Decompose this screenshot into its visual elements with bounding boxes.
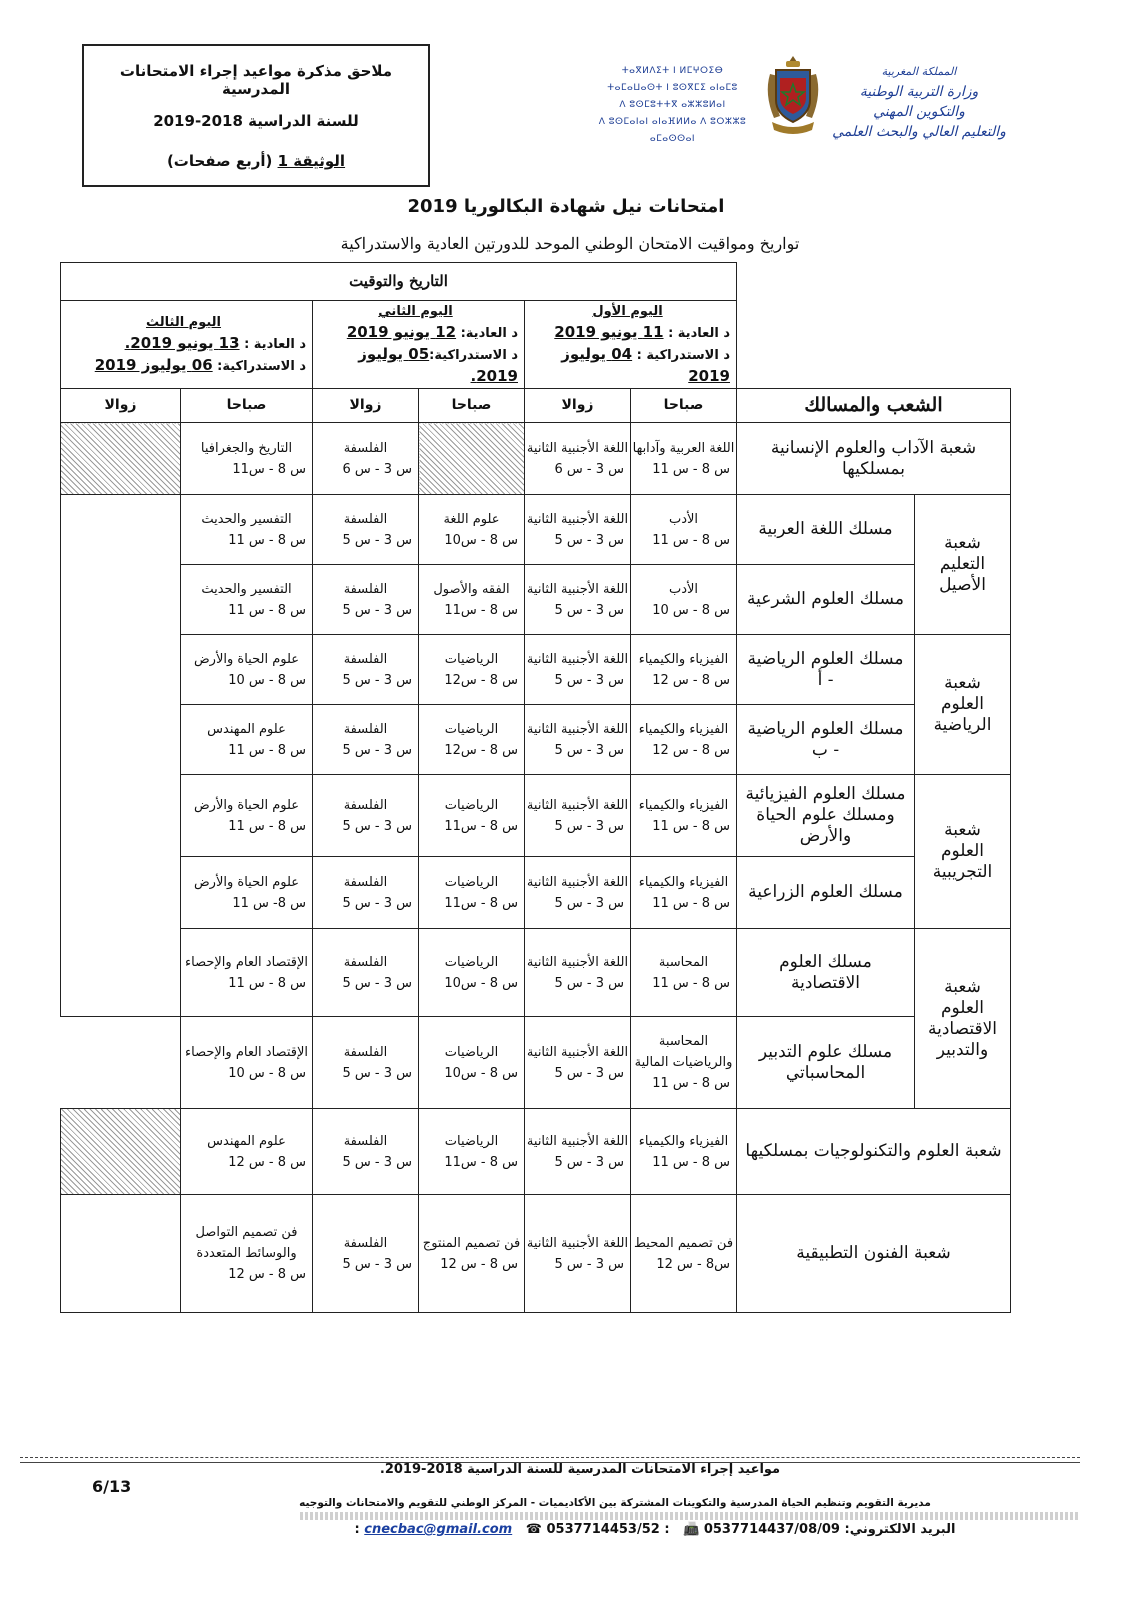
subject: الفيزياء والكيمياء bbox=[638, 721, 729, 737]
tifinagh-line: ⴷ ⵓⵙⵎⴰⵏⴰⵏ ⴰⵏⴰⴼⵍⵍⴰ ⴷ ⵓⵔⵣⵣⵓ ⴰⵎⴰⵙⵙⴰⵏ bbox=[598, 117, 747, 144]
day-name: اليوم الثاني bbox=[378, 304, 453, 319]
day-name: اليوم الثالث bbox=[145, 315, 222, 330]
ministry-line-2: والتكوين المهني bbox=[873, 104, 965, 120]
time-slot: س 8 - س 12 bbox=[228, 1267, 306, 1282]
time-slot: س 3 - س 5 bbox=[342, 1256, 412, 1272]
subject: اللغة الأجنبية الثانية bbox=[526, 1235, 629, 1251]
time-slot: س 8 - س 10 bbox=[652, 602, 730, 618]
normal-session-date: 12 يونيو 2019 bbox=[346, 323, 457, 341]
time-slot: س 8 - س 11 bbox=[228, 818, 306, 834]
subject: الأدب bbox=[668, 511, 699, 527]
time-slot: س 8 - س11 bbox=[444, 895, 518, 911]
page-title: امتحانات نيل شهادة البكالوريا 2019 bbox=[407, 196, 725, 217]
subject: اللغة الأجنبية الثانية bbox=[526, 440, 629, 456]
subject: الفلسفة bbox=[343, 651, 388, 667]
subject: الفلسفة bbox=[343, 721, 388, 737]
subject: اللغة العربية وآدابها bbox=[632, 440, 735, 456]
branch-name: مسلك علوم التدبير المحاسباتي bbox=[737, 1017, 915, 1109]
schedule-cell bbox=[525, 1017, 631, 1109]
time-slot: س 8 - س 11 bbox=[652, 1154, 730, 1170]
memo-line-2: للسنة الدراسية 2018-2019 bbox=[153, 112, 359, 130]
document-pages: (أربع صفحات) bbox=[166, 152, 278, 170]
ministry-name-tifinagh bbox=[585, 63, 760, 148]
schedule-cell bbox=[313, 565, 419, 635]
subject: التفسير والحديث bbox=[201, 511, 292, 527]
table-row bbox=[61, 635, 1011, 705]
page-subtitle: تواريخ ومواقيت الامتحان الوطني الموحد للدورتين العادية والاستدراكية bbox=[340, 234, 800, 253]
table-row bbox=[61, 857, 1011, 929]
time-slot: س 8 - س10 bbox=[444, 975, 518, 991]
subject: المحاسبة bbox=[658, 954, 709, 970]
section-name: شعبة الآداب والعلوم الإنسانية بمسلكيها bbox=[737, 423, 1011, 495]
branch-name: مسلك العلوم الاقتصادية bbox=[737, 929, 915, 1017]
schedule-cell bbox=[525, 423, 631, 495]
tifinagh-line: ⵜⴰⵎⴰⵡⴰⵙⵜ ⵏ ⵓⵙⴳⵎⵉ ⴰⵏⴰⵎⵓ bbox=[607, 83, 738, 93]
page-number: 6/13 bbox=[92, 1477, 132, 1496]
day-2-header bbox=[313, 301, 525, 389]
section-name: شعبة العلوم الاقتصادية والتدبير bbox=[915, 929, 1011, 1109]
time-slot: س 8 - س 10 bbox=[228, 672, 306, 688]
table-row bbox=[61, 775, 1011, 857]
schedule-cell bbox=[313, 495, 419, 565]
schedule-cell bbox=[419, 565, 525, 635]
normal-session-date: 13 يونيو 2019. bbox=[124, 334, 240, 352]
schedule-cell bbox=[631, 929, 737, 1017]
subject: اللغة الأجنبية الثانية bbox=[526, 1133, 629, 1149]
table-row bbox=[61, 929, 1011, 1017]
subject: التاريخ والجغرافيا bbox=[200, 440, 293, 456]
time-slot: س 8 - س 12 bbox=[652, 742, 730, 758]
ministry-line-1: وزارة التربية الوطنية bbox=[859, 84, 979, 100]
time-slot: س 3 - س 5 bbox=[342, 742, 412, 758]
schedule-cell bbox=[631, 423, 737, 495]
time-slot: س 8 - س 11 bbox=[652, 532, 730, 548]
table-row bbox=[61, 1017, 1011, 1109]
subject: الفقه والأصول bbox=[433, 581, 510, 597]
subject: الفلسفة bbox=[343, 1044, 388, 1060]
schedule-cell bbox=[631, 775, 737, 857]
tifinagh-line: ⵜⴰⴳⵍⴷⵉⵜ ⵏ ⵍⵎⵖⵔⵉⴱ bbox=[621, 66, 724, 76]
subject: اللغة الأجنبية الثانية bbox=[526, 651, 629, 667]
subject: الفلسفة bbox=[343, 874, 388, 890]
subject: اللغة الأجنبية الثانية bbox=[526, 721, 629, 737]
time-slot: س 3 - س 5 bbox=[554, 672, 624, 688]
time-slot: س 3 - س 6 bbox=[342, 461, 412, 477]
schedule-cell bbox=[631, 495, 737, 565]
time-slot: س 8 - س 11 bbox=[652, 895, 730, 911]
afternoon-header: زوالا bbox=[525, 389, 631, 423]
schedule-cell bbox=[313, 929, 419, 1017]
subject: الفلسفة bbox=[343, 581, 388, 597]
document-number: الوثيقة 1 bbox=[277, 152, 346, 170]
time-slot: س 3 - س 6 bbox=[554, 461, 624, 477]
schedule-cell bbox=[313, 705, 419, 775]
day-name: اليوم الأول bbox=[592, 304, 663, 319]
no-exam-cell bbox=[61, 1109, 181, 1195]
schedule-cell bbox=[313, 1109, 419, 1195]
subject: المحاسبة والرياضيات المالية bbox=[634, 1034, 733, 1070]
subject: فن تصميم التواصل والوسائط المتعددة bbox=[195, 1225, 298, 1261]
subject: الفلسفة bbox=[343, 954, 388, 970]
subject: الفيزياء والكيمياء bbox=[638, 797, 729, 813]
subject: الفلسفة bbox=[343, 440, 388, 456]
schedule-cell bbox=[313, 423, 419, 495]
time-slot: س 8 - س11 bbox=[444, 602, 518, 618]
schedule-cell bbox=[525, 929, 631, 1017]
footer-divider bbox=[20, 1457, 1080, 1458]
schedule-cell bbox=[181, 495, 313, 565]
schedule-cell bbox=[181, 775, 313, 857]
schedule-cell bbox=[313, 857, 419, 929]
makeup-session-date: 05 يوليوز 2019. bbox=[358, 345, 518, 385]
schedule-cell bbox=[525, 1195, 631, 1313]
time-slot: س 3 - س 5 bbox=[554, 975, 624, 991]
subject: الإقتصاد العام والإحصاء bbox=[185, 1044, 308, 1060]
time-slot: س 3 - س 5 bbox=[342, 975, 412, 991]
branch-name: مسلك العلوم الزراعية bbox=[737, 857, 915, 929]
subject: علوم الحياة والأرض bbox=[193, 651, 300, 667]
schedule-cell bbox=[525, 565, 631, 635]
table-row bbox=[61, 495, 1011, 565]
normal-session-date: 11 يونيو 2019 bbox=[554, 323, 664, 341]
memo-box bbox=[82, 44, 430, 187]
schedule-cell bbox=[631, 857, 737, 929]
email-label: البريد الالكتروني: bbox=[844, 1522, 956, 1537]
branch-name: مسلك اللغة العربية bbox=[737, 495, 915, 565]
time-slot: س 8 - س11 bbox=[444, 818, 518, 834]
time-slot: س 8 - س 10 bbox=[228, 1065, 306, 1081]
no-exam-cell bbox=[419, 423, 525, 495]
section-name: شعبة التعليم الأصيل bbox=[915, 495, 1011, 635]
section-name: شعبة العلوم التجريبية bbox=[915, 775, 1011, 929]
makeup-session-label: د الاستدراكية : bbox=[632, 348, 730, 363]
subject: الإقتصاد العام والإحصاء bbox=[185, 954, 308, 970]
subject: علوم اللغة bbox=[443, 511, 500, 527]
footer-contact bbox=[230, 1522, 1080, 1537]
subject: الفيزياء والكيمياء bbox=[638, 874, 729, 890]
phone-icon: ☎ bbox=[525, 1522, 542, 1537]
branch-name: مسلك العلوم الفيزيائية ومسلك علوم الحياة والأرض bbox=[737, 775, 915, 857]
time-slot: س 3 - س 5 bbox=[342, 895, 412, 911]
time-slot: س 8 - س 12 bbox=[228, 1154, 306, 1170]
subject: الرياضيات bbox=[444, 1133, 499, 1149]
email-link[interactable]: cnecbac@gmail.com bbox=[364, 1522, 513, 1537]
makeup-session-label: د الاستدراكية: bbox=[429, 348, 518, 363]
time-slot: س 3 - س 5 bbox=[554, 602, 624, 618]
schedule-cell bbox=[525, 775, 631, 857]
subject: اللغة الأجنبية الثانية bbox=[526, 954, 629, 970]
morning-header: صباحا bbox=[419, 389, 525, 423]
schedule-cell bbox=[419, 495, 525, 565]
time-slot: س 8 - س 11 bbox=[228, 742, 306, 758]
subject: الفلسفة bbox=[343, 1133, 388, 1149]
footer-title: مواعيد إجراء الامتحانات المدرسية للسنة الدراسية 2018-2019. bbox=[379, 1462, 781, 1477]
subject: الرياضيات bbox=[444, 721, 499, 737]
time-slot: س 3 - س 5 bbox=[554, 818, 624, 834]
ministry-name-arabic bbox=[826, 62, 1012, 142]
schedule-cell bbox=[631, 1017, 737, 1109]
empty-cell bbox=[61, 1195, 181, 1313]
schedule-cell bbox=[181, 1017, 313, 1109]
schedule-cell bbox=[419, 929, 525, 1017]
schedule-cell bbox=[419, 705, 525, 775]
schedule-cell bbox=[631, 1195, 737, 1313]
time-slot: س 3 - س 5 bbox=[342, 1154, 412, 1170]
time-slot: س 8 - س10 bbox=[444, 1065, 518, 1081]
time-slot: س 8 - س 11 bbox=[228, 532, 306, 548]
schedule-cell bbox=[525, 495, 631, 565]
ministry-line-3: والتعليم العالي والبحث العلمي bbox=[832, 124, 1006, 140]
time-slot: س 8 - س 11 bbox=[228, 975, 306, 991]
memo-line-1: ملاحق مذكرة مواعيد إجراء الامتحانات المدرسية bbox=[119, 62, 393, 98]
branch-name: مسلك العلوم الرياضية - أ bbox=[737, 635, 915, 705]
time-slot: س 3 - س 5 bbox=[554, 1154, 624, 1170]
schedule-cell bbox=[313, 775, 419, 857]
section-name: شعبة العلوم والتكنولوجيات بمسلكيها bbox=[737, 1109, 1011, 1195]
schedule-cell bbox=[419, 1109, 525, 1195]
time-slot: س 3 - س 5 bbox=[554, 1256, 624, 1272]
table-row bbox=[61, 1109, 1011, 1195]
makeup-session-label: د الاستدراكية: bbox=[212, 359, 306, 374]
morning-header: صباحا bbox=[181, 389, 313, 423]
date-time-header: التاريخ والتوقيت bbox=[61, 263, 737, 301]
schedule-cell bbox=[181, 1109, 313, 1195]
subject: فن تصميم المنتوج bbox=[422, 1235, 521, 1251]
subject: الفلسفة bbox=[343, 511, 388, 527]
subject: الرياضيات bbox=[444, 651, 499, 667]
morning-header: صباحا bbox=[631, 389, 737, 423]
schedule-cell bbox=[181, 1195, 313, 1313]
phone-number: 0537714453/52 : bbox=[546, 1522, 670, 1537]
schedule-cell bbox=[181, 857, 313, 929]
day-1-header bbox=[525, 301, 737, 389]
subject: الرياضيات bbox=[444, 874, 499, 890]
subject: اللغة الأجنبية الثانية bbox=[526, 511, 629, 527]
normal-session-label: د العادية : bbox=[239, 337, 306, 352]
schedule-cell bbox=[181, 705, 313, 775]
time-slot: س 8 - س10 bbox=[444, 532, 518, 548]
subject: الرياضيات bbox=[444, 797, 499, 813]
fax-icon: 📠 bbox=[683, 1522, 700, 1537]
time-slot: س 8 - س 12 bbox=[440, 1256, 518, 1272]
subject: اللغة الأجنبية الثانية bbox=[526, 874, 629, 890]
schedule-cell bbox=[181, 565, 313, 635]
subject: الفلسفة bbox=[343, 1235, 388, 1251]
schedule-cell bbox=[525, 857, 631, 929]
time-slot: س 3 - س 5 bbox=[342, 672, 412, 688]
schedule-cell bbox=[631, 635, 737, 705]
schedule-cell bbox=[419, 857, 525, 929]
no-exam-cell bbox=[61, 495, 181, 1017]
time-slot: س 8 - س12 bbox=[444, 672, 518, 688]
time-slot: س 3 - س 5 bbox=[342, 1065, 412, 1081]
time-slot: س 8 - س11 bbox=[232, 461, 306, 477]
footer-directorate: مديرية التقويم وتنظيم الحياة المدرسية والتكوينات المشتركة بين الأكاديميات - المركز الوطني للتقويم والامتحانات والتوجيه bbox=[299, 1497, 931, 1509]
schedule-cell bbox=[631, 565, 737, 635]
time-slot: س 3 - س 5 bbox=[554, 895, 624, 911]
normal-session-label: د العادية : bbox=[663, 326, 730, 341]
schedule-cell bbox=[419, 635, 525, 705]
subject: الرياضيات bbox=[444, 954, 499, 970]
subject: الأدب bbox=[668, 581, 699, 597]
afternoon-header: زوالا bbox=[61, 389, 181, 423]
exam-schedule-table bbox=[60, 262, 1011, 1313]
subject: اللغة الأجنبية الثانية bbox=[526, 1044, 629, 1060]
footer-decorative-bar bbox=[300, 1512, 1080, 1520]
table-row bbox=[61, 565, 1011, 635]
time-slot: س 8 - س 11 bbox=[652, 975, 730, 991]
afternoon-header: زوالا bbox=[313, 389, 419, 423]
schedule-cell bbox=[313, 635, 419, 705]
subject: الرياضيات bbox=[444, 1044, 499, 1060]
tifinagh-line: ⴷ ⵓⵙⵎⵓⵜⵜⴳ ⴰⵣⵣⵓⵍⴰⵏ bbox=[619, 100, 726, 110]
time-slot: س 8 - س 12 bbox=[652, 672, 730, 688]
subject: فن تصميم المحيط bbox=[633, 1235, 734, 1251]
table-corner bbox=[737, 301, 1011, 389]
schedule-cell bbox=[525, 1109, 631, 1195]
schedule-cell bbox=[313, 1017, 419, 1109]
subject: التفسير والحديث bbox=[201, 581, 292, 597]
time-slot: س 3 - س 5 bbox=[342, 818, 412, 834]
branch-name: مسلك العلوم الشرعية bbox=[737, 565, 915, 635]
table-row bbox=[61, 1195, 1011, 1313]
time-slot: س 8 - س 11 bbox=[652, 1076, 730, 1091]
time-slot: س 8 - س 11 bbox=[228, 602, 306, 618]
branches-header: الشعب والمسالك bbox=[737, 389, 1011, 423]
subject: علوم المهندس bbox=[207, 721, 286, 737]
time-slot: س8 - س 12 bbox=[656, 1256, 730, 1272]
subject: علوم الحياة والأرض bbox=[193, 874, 300, 890]
time-slot: س 8 - س 11 bbox=[652, 818, 730, 834]
time-slot: س 8- س 11 bbox=[232, 895, 306, 911]
subject: علوم الحياة والأرض bbox=[193, 797, 300, 813]
schedule-cell bbox=[419, 1017, 525, 1109]
subject: الفيزياء والكيمياء bbox=[638, 1133, 729, 1149]
fax-number: 0537714437/08/09 : bbox=[354, 1522, 840, 1537]
subject: الفلسفة bbox=[343, 797, 388, 813]
time-slot: س 3 - س 5 bbox=[554, 532, 624, 548]
schedule-cell bbox=[631, 705, 737, 775]
kingdom-name: المملكة المغربية bbox=[881, 65, 957, 78]
time-slot: س 3 - س 5 bbox=[554, 742, 624, 758]
schedule-cell bbox=[525, 635, 631, 705]
day-3-header bbox=[61, 301, 313, 389]
time-slot: س 8 - س 11 bbox=[652, 461, 730, 477]
schedule-cell bbox=[419, 1195, 525, 1313]
schedule-cell bbox=[181, 635, 313, 705]
memo-document-label bbox=[84, 152, 428, 170]
makeup-session-date: 06 يوليوز 2019 bbox=[94, 356, 213, 374]
branch-name: مسلك العلوم الرياضية - ب bbox=[737, 705, 915, 775]
coat-of-arms-icon bbox=[762, 52, 824, 140]
table-row bbox=[61, 705, 1011, 775]
normal-session-label: د العادية: bbox=[456, 326, 518, 341]
time-slot: س 8 - س12 bbox=[444, 742, 518, 758]
subject: اللغة الأجنبية الثانية bbox=[526, 581, 629, 597]
section-name: شعبة الفنون التطبيقية bbox=[737, 1195, 1011, 1313]
subject: اللغة الأجنبية الثانية bbox=[526, 797, 629, 813]
makeup-session-date: 04 يوليوز 2019 bbox=[561, 345, 730, 385]
no-exam-cell bbox=[61, 423, 181, 495]
table-row bbox=[61, 423, 1011, 495]
schedule-cell bbox=[181, 423, 313, 495]
time-slot: س 3 - س 5 bbox=[554, 1065, 624, 1081]
time-slot: س 3 - س 5 bbox=[342, 602, 412, 618]
schedule-cell bbox=[313, 1195, 419, 1313]
time-slot: س 8 - س11 bbox=[444, 1154, 518, 1170]
schedule-cell bbox=[631, 1109, 737, 1195]
schedule-cell bbox=[419, 775, 525, 857]
time-slot: س 3 - س 5 bbox=[342, 532, 412, 548]
subject: علوم المهندس bbox=[207, 1133, 286, 1149]
section-name: شعبة العلوم الرياضية bbox=[915, 635, 1011, 775]
subject: الفيزياء والكيمياء bbox=[638, 651, 729, 667]
table-corner bbox=[737, 263, 1011, 301]
schedule-cell bbox=[181, 929, 313, 1017]
schedule-cell bbox=[525, 705, 631, 775]
